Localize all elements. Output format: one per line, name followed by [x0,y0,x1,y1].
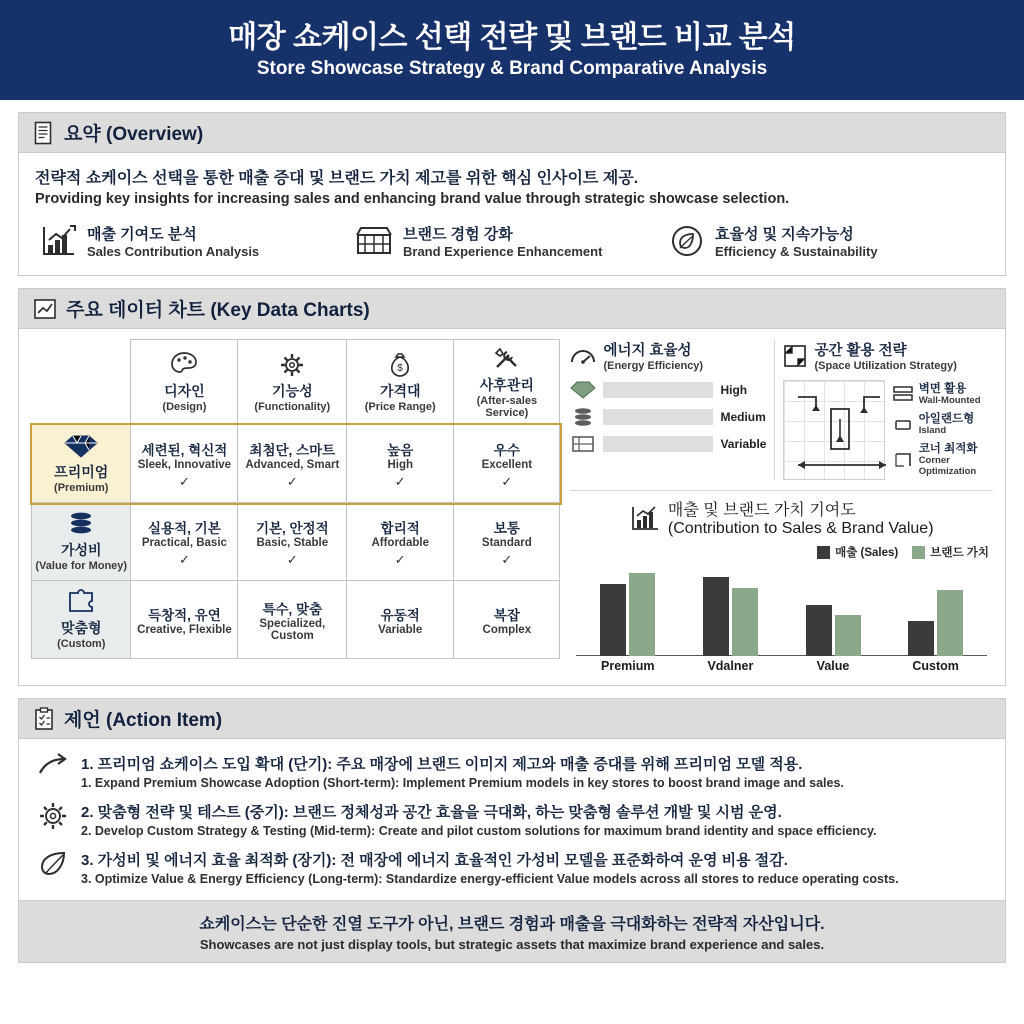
cell-label-en: Specialized, Custom [259,617,326,642]
cell-label-en: Sleek, Innovative [137,459,232,471]
cell-label-ko: 실용적, 기본 [148,521,221,536]
cell-label-en: Excellent [481,459,533,471]
x-label: Premium [601,659,655,673]
bar-brand [629,573,655,656]
space-legend-item [893,443,993,477]
cell-label-ko: 득창적, 유연 [148,607,221,623]
cell-label-ko: 합리적 [380,521,420,536]
energy-bar-label: High [720,383,748,397]
space-legend-item [893,383,993,406]
check-icon: ✓ [286,552,298,567]
leaf-efficiency-icon [669,224,705,258]
matrix-col-design [131,340,238,425]
space-legend-en: Island [918,425,947,437]
space-legend-ko: 아일랜드형 [918,412,975,425]
energy-bar-label: Variable [720,437,767,451]
energy-bar-track [603,382,713,398]
matrix-col-label-en: (After-sales Service) [476,395,538,419]
action-item-section [18,698,1006,963]
space-utilization-panel [783,339,993,480]
arrow-forward-icon [37,753,69,781]
matrix-col-label-ko: 가격대 [379,383,421,399]
matrix-col-functionality [238,340,347,425]
action-header [19,699,1005,739]
energy-title-ko: 에너지 효율성 [603,343,692,359]
matrix-cell [238,503,347,581]
legend-label: 매출 (Sales) [835,547,899,559]
legend-swatch [912,546,925,559]
space-legend-item [893,413,993,436]
space-legend [893,380,993,480]
overview-title-en: (Overview) [106,124,204,145]
document-icon [33,121,55,145]
bar-group [600,573,655,656]
overview-item [669,223,983,259]
clipboard-checklist-icon [33,707,55,731]
legend-item-sales [817,544,898,560]
cell-label-ko: 유동적 [380,607,420,623]
puzzle-icon [35,589,127,615]
closing-statement-ko: 쇼케이스는 단순한 진열 도구가 아닌, 브랜드 경험과 매출을 극대화하는 전략적 자산입니다. [199,916,825,933]
leaf-icon [37,849,69,877]
charts-header [19,289,1005,329]
matrix-col-service [454,340,560,425]
matrix-col-label-ko: 사후관리 [479,377,534,393]
closing-statement-en: Showcases are not just display tools, but strategic assets that maximize brand experience and sales. [199,937,825,952]
overview-item [355,223,669,259]
diamond-icon [570,380,596,400]
overview-item-label-ko: 효율성 및 지속가능성 [715,226,854,243]
bar-group [806,605,861,656]
bar-group [908,590,963,656]
check-icon: ✓ [178,552,190,567]
bar-sales [908,621,934,656]
overview-item-label-en: Efficiency & Sustainability [715,244,878,259]
check-icon: ✓ [501,552,513,567]
cell-label-en: Practical, Basic [141,537,227,549]
overview-item-label-ko: 매출 기여도 분석 [87,226,197,243]
matrix-row-label-ko: 맞춤형 [60,620,102,636]
contribution-bar-chart [570,490,993,673]
gear-icon [241,351,343,379]
matrix-row-custom [32,581,560,659]
matrix-col-label-en: (Functionality) [254,401,331,413]
overview-item-list [35,223,989,261]
cell-label-ko: 기본, 안정적 [255,521,329,536]
bar-brand [835,615,861,656]
matrix-table [31,339,560,659]
matrix-cell [347,425,454,503]
check-icon: ✓ [178,474,190,489]
action-text-en: 1. Expand Premium Showcase Adoption (Short-term): Implement Premium models in key stores to boost brand image and sales. [81,776,844,790]
check-icon: ✓ [394,552,406,567]
matrix-row-label-en: (Custom) [57,638,106,650]
bar-chart-title-en: (Contribution to Sales & Brand Value) [667,520,934,537]
overview-title-ko: 요약 [64,124,101,145]
legend-item-brand [912,544,989,560]
matrix-row-label-en: (Premium) [54,482,109,494]
overview-lead-ko: 전략적 쇼케이스 선택을 통한 매출 증대 및 브랜드 가치 제고를 위한 핵심 인사이트 제공. [35,170,639,187]
matrix-corner-cell [32,340,131,425]
energy-bar-row [570,407,766,427]
gauge-icon [570,344,596,368]
action-title-en: (Action Item) [106,710,223,731]
charts-section [18,288,1006,686]
overview-item [41,223,355,259]
overview-title [64,119,203,146]
space-diagram [783,380,884,480]
overview-item-label-ko: 브랜드 경험 강화 [403,226,513,243]
energy-efficiency-panel [570,339,775,480]
matrix-col-label-en: (Design) [162,401,207,413]
cell-label-en: Variable [378,623,423,636]
energy-bar-row [570,380,766,400]
action-title [64,705,222,732]
matrix-cell [238,425,347,503]
energy-title-en: (Energy Efficiency) [603,360,704,372]
matrix-cell [347,581,454,659]
charts-body [19,329,1005,685]
charts-title-en: (Key Data Charts) [210,300,370,321]
comparison-matrix [31,339,560,673]
bar-brand [732,588,758,656]
matrix-row-header [32,581,131,659]
matrix-row-header [32,503,131,581]
mini-panels [570,339,993,480]
floorplan-icon [783,344,807,368]
bar-chart-title-ko: 매출 및 브랜드 가치 기여도 [667,502,856,519]
gear-icon [37,801,69,831]
overview-lead-en: Providing key insights for increasing sales and enhancing brand value through strategic showcase selection. [35,191,790,207]
overview-item-label-en: Sales Contribution Analysis [87,244,260,259]
cell-label-ko: 보통 [493,521,520,536]
matrix-col-price [347,340,454,425]
bar-chart-legend [570,544,989,560]
action-list-item [37,849,987,886]
cell-label-ko: 세련된, 혁신적 [141,443,228,458]
puzzle-icon [570,434,596,454]
coins-icon [35,511,127,537]
matrix-cell [347,503,454,581]
matrix-cell [454,503,560,581]
svg-text:$: $ [397,363,403,374]
cell-label-ko: 높음 [387,443,414,458]
space-legend-ko: 코너 최적화 [918,443,978,456]
overview-item-label-en: Brand Experience Enhancement [403,244,603,259]
action-text-ko: 2. 맞춤형 전략 및 테스트 (중기): 브랜드 정체성과 공간 효율을 극대화, 하는 맞춤형 솔루션 개발 및 시범 운영. [81,804,782,821]
palette-icon [134,351,234,379]
cell-label-en: Creative, Flexible [137,623,232,636]
action-list-item [37,753,987,790]
check-icon: ✓ [394,474,406,489]
x-label: Value [816,659,850,673]
bar-group [703,577,758,656]
cell-label-en: Basic, Stable [256,537,329,549]
bar-brand [937,590,963,656]
charts-right-column [570,339,993,673]
cell-label-ko: 복잡 [493,607,520,623]
line-chart-icon [33,297,57,321]
x-label: Custom [912,659,959,673]
page-header [0,0,1024,100]
matrix-row-label-en: (Value for Money) [35,560,128,572]
money-bag-icon [350,351,450,379]
space-title-ko: 공간 활용 전략 [814,343,907,359]
bar-chart-plot [576,564,987,656]
wrench-tools-icon [457,345,556,373]
overview-header [19,113,1005,153]
action-text-ko: 1. 프리미엄 쇼케이스 도입 확대 (단기): 주요 매장에 브랜드 이미지 제고와 매출 증대를 위해 프리미엄 모델 적용. [81,756,803,773]
cell-label-en: Complex [482,623,532,636]
bar-chart-x-labels [576,659,987,673]
action-text-ko: 3. 가성비 및 에너지 효율 최적화 (장기): 전 매장에 에너지 효율적인 가성비 모델을 표준화하여 운영 비용 절감. [81,852,788,869]
matrix-cell [131,425,238,503]
matrix-row-header [32,425,131,503]
space-legend-ko: 벽면 활용 [918,382,967,395]
matrix-cell [131,503,238,581]
space-title-en: (Space Utilization Strategy) [814,360,957,372]
energy-bar-track [603,409,713,425]
matrix-cell [238,581,347,659]
matrix-cell [454,581,560,659]
legend-label: 브랜드 가치 [930,547,989,559]
energy-bar-track [603,436,713,452]
bar-sales [703,577,729,656]
matrix-col-label-en: (Price Range) [364,401,436,413]
page-title-ko: 매장 쇼케이스 선택 전략 및 브랜드 비교 분석 [228,20,796,54]
charts-title [66,295,370,322]
action-text-en: 2. Develop Custom Strategy & Testing (Mid-term): Create and pilot custom solutions for maximum brand identity and space efficiency. [81,824,877,838]
cell-label-en: Advanced, Smart [245,459,340,471]
action-list-item [37,801,987,838]
check-icon: ✓ [501,474,513,489]
space-legend-en: Wall-Mounted [918,394,981,406]
check-icon: ✓ [286,474,298,489]
matrix-row-label-ko: 프리미엄 [54,464,109,480]
matrix-col-label-ko: 디자인 [164,383,205,399]
matrix-row-label-ko: 가성비 [60,542,102,558]
bar-sales [600,584,626,656]
bar-chart-growth-icon [41,224,77,258]
legend-swatch [817,546,830,559]
overview-body [19,153,1005,275]
overview-section [18,112,1006,276]
space-legend-en: Corner Optimization [918,455,977,478]
x-label: Vdalner [707,659,754,673]
diamond-icon [35,433,127,459]
action-text-en: 3. Optimize Value & Energy Efficiency (Long-term): Standardize energy-efficient Value models across all stores to reduce operating costs. [81,872,899,886]
cell-label-ko: 최첨단, 스마트 [249,443,336,458]
storefront-icon [355,224,393,258]
energy-bar-row [570,434,766,454]
matrix-row-value [32,503,560,581]
cell-label-ko: 우수 [493,443,520,458]
cell-label-en: Affordable [371,537,429,549]
matrix-col-label-ko: 기능성 [272,383,313,399]
cell-label-en: Standard [481,537,532,549]
action-body [19,739,1005,900]
matrix-cell [454,425,560,503]
energy-bar-list [570,380,766,454]
matrix-row-premium [32,425,560,503]
bar-chart-growth-icon [630,504,660,532]
page-title-en: Store Showcase Strategy & Brand Comparative Analysis [256,57,768,79]
charts-title-ko: 주요 데이터 차트 [66,300,206,321]
matrix-cell [131,581,238,659]
coins-icon [570,407,596,427]
closing-statement [19,900,1005,962]
cell-label-en: High [387,459,413,471]
energy-bar-label: Medium [720,410,766,424]
cell-label-ko: 특수, 맞춤 [262,601,323,617]
bar-sales [806,605,832,656]
action-title-ko: 제언 [64,710,101,731]
matrix-header-row [32,340,560,425]
